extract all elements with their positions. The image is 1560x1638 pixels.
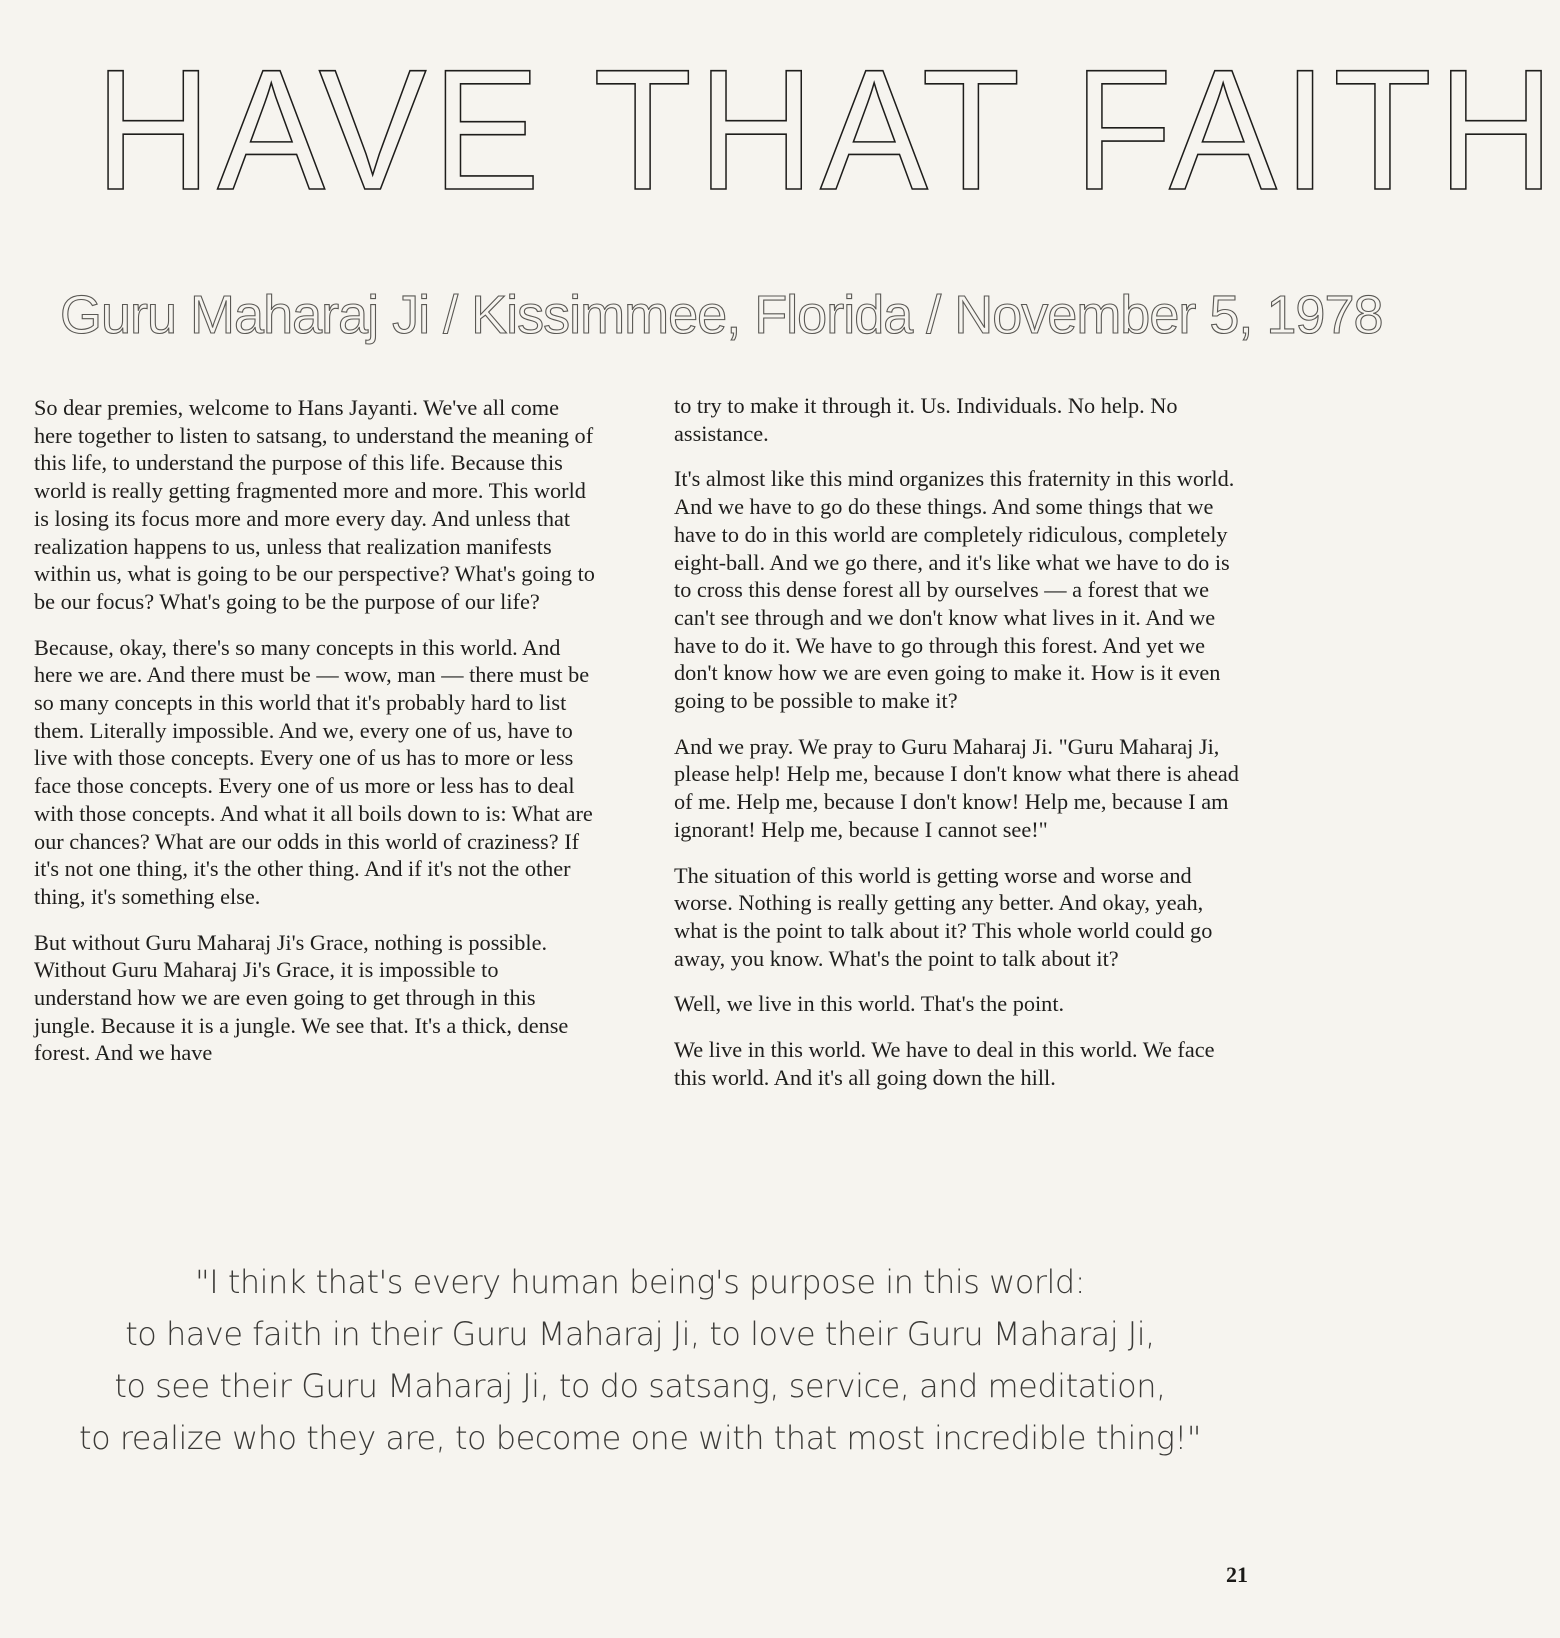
paragraph: Because, okay, there's so many concepts in this world. And here we are. And there must be — wow, man — there must be so many concepts in this world that it's probably hard to list them. Literally impossible. And we, every one of us, have to live with those concepts. Every one of us has to more or less face those concepts. Every one of us more or less has to deal with those concepts. And what it all boils down to is: What are our chances? What are our odds in this world of craziness? If it's not one thing, it's the other thing. And if it's not the other thing, it's something else.	[34, 634, 593, 909]
page-number: 21	[1226, 1562, 1248, 1587]
quote-line: to see their Guru Maharaj Ji, to do satsang, service, and meditation,	[114, 1367, 1166, 1405]
quote-line: "I think that's every human being's purpose in this world:	[194, 1263, 1085, 1301]
article-title: HAVE THAT FAITH	[94, 34, 1560, 226]
paragraph: Well, we live in this world. That's the point.	[674, 991, 1065, 1017]
paragraph: to try to make it through it. Us. Individuals. No help. No assistance.	[674, 393, 1178, 446]
paragraph: The situation of this world is getting worse and worse and worse. Nothing is really getting any better. And okay, yeah, what is the point to talk about it? This whole world could go away, you know. What's the point to talk about it?	[674, 862, 1213, 971]
paragraph: It's almost like this mind organizes this fraternity in this world. And we have to go do these things. And some things that we have to do in this world are completely ridiculous, completely eight-ball. And we go there, and it's like what we have to do is to cross this dense forest all by ourselves — a forest that we can't see through and we don't know what lives in it. And we have to do it. We have to go through this forest. And yet we don't know how we are even going to make it. How is it even going to be possible to make it?	[674, 466, 1235, 714]
left-column	[34, 394, 596, 1085]
right-column	[674, 392, 1244, 1109]
quote-line: to have faith in their Guru Maharaj Ji, to love their Guru Maharaj Ji,	[125, 1315, 1155, 1353]
pull-quote	[40, 1256, 1240, 1464]
quote-line: to realize who they are, to become one with that most incredible thing!"	[79, 1419, 1201, 1457]
paragraph: And we pray. We pray to Guru Maharaj Ji. "Guru Maharaj Ji, please help! Help me, because I don't know what there is ahead of me. Help me, because I don't know! Help me, because I am ignorant! Help me, because I cannot see!"	[674, 733, 1239, 842]
paragraph: We live in this world. We have to deal in this world. We face this world. And it's all going down the hill.	[674, 1037, 1215, 1090]
paragraph: So dear premies, welcome to Hans Jayanti. We've all come here together to listen to satsang, to understand the meaning of this life, to understand the purpose of this life. Because this world is really getting fragmented more and more. This world is losing its focus more and more every day. And unless that realization happens to us, unless that realization manifests within us, what is going to be our perspective? What's going to be our focus? What's going to be the purpose of our life?	[34, 395, 595, 614]
article-subtitle: Guru Maharaj Ji / Kissimmee, Florida / November 5, 1978	[60, 285, 1383, 345]
paragraph: But without Guru Maharaj Ji's Grace, nothing is possible. Without Guru Maharaj Ji's Grace, it is impossible to understand how we are even going to get through in this jungle. Because it is a jungle. We see that. It's a thick, dense forest. And we have	[34, 929, 569, 1066]
